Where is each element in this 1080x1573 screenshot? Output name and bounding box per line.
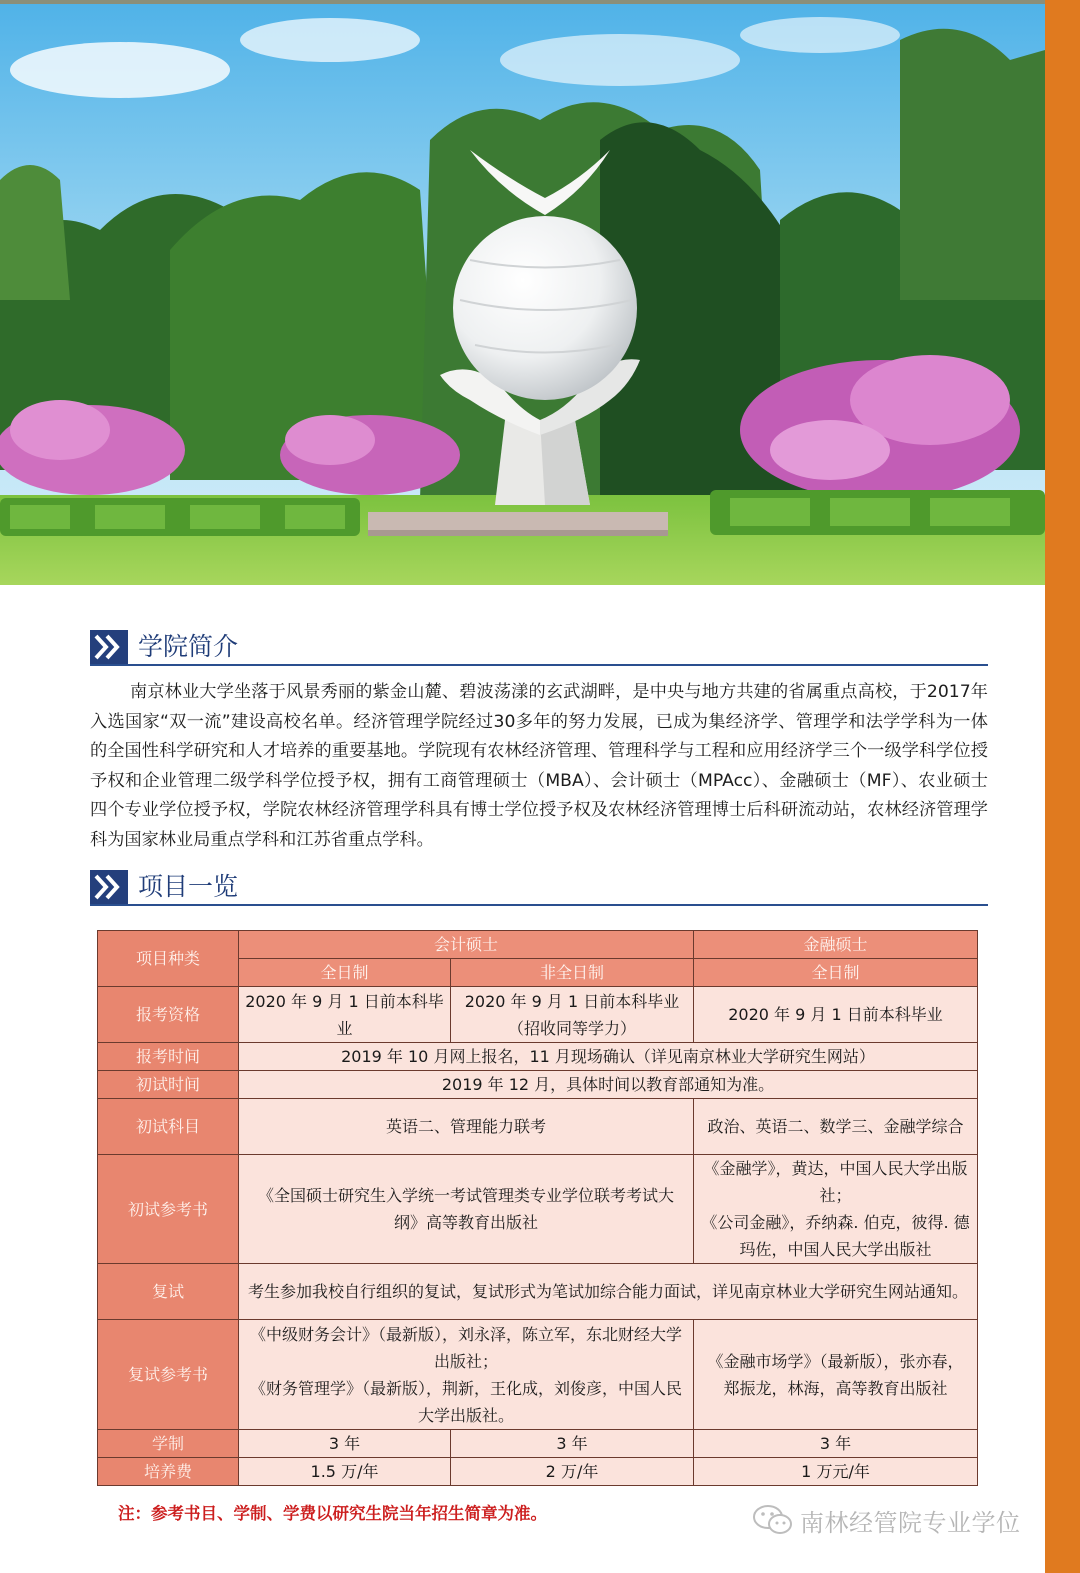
- cell-value: 2020 年 9 月 1 日前本科毕业: [694, 987, 978, 1043]
- table-row: [98, 987, 978, 1043]
- row-label: 学制: [98, 1430, 239, 1458]
- header-finance-fulltime: 全日制: [694, 959, 978, 987]
- section-heading-intro: [90, 630, 988, 666]
- cell-value: 英语二、管理能力联考: [239, 1099, 694, 1155]
- table-row: [98, 1099, 978, 1155]
- section-title: 项目一览: [138, 872, 239, 901]
- table-row: [98, 1264, 978, 1320]
- cell-value: 2019 年 10 月网上报名，11 月现场确认（详见南京林业大学研究生网站）: [239, 1043, 978, 1071]
- cell-value: 3 年: [239, 1430, 451, 1458]
- table-header-row: [98, 931, 978, 959]
- cell-value: 2 万/年: [451, 1458, 694, 1486]
- header-accounting-parttime: 非全日制: [451, 959, 694, 987]
- wechat-watermark: [752, 1502, 1021, 1538]
- cell-line: 《公司金融》，乔纳森. 伯克，彼得. 德玛佐，中国人民大学出版社: [701, 1213, 970, 1259]
- cell-line: （招收同等学力）: [508, 1018, 637, 1038]
- table-row: [98, 1430, 978, 1458]
- cell-value: 考生参加我校自行组织的复试，复试形式为笔试加综合能力面试，详见南京林业大学研究生网站通知。: [239, 1264, 978, 1320]
- section-title: 学院简介: [138, 632, 239, 661]
- cell-value: 政治、英语二、数学三、金融学综合: [694, 1099, 978, 1155]
- cell-line: 《金融学》，黄达，中国人民大学出版社；: [703, 1159, 968, 1205]
- table-row: [98, 1155, 978, 1264]
- table-row: [98, 1043, 978, 1071]
- header-finance: 金融硕士: [694, 931, 978, 959]
- row-label: 复试参考书: [98, 1320, 239, 1430]
- table-row: [98, 1071, 978, 1099]
- row-label: 初试参考书: [98, 1155, 239, 1264]
- header-category: 项目种类: [98, 931, 239, 987]
- double-chevron-icon: [90, 630, 128, 664]
- row-label: 复试: [98, 1264, 239, 1320]
- cell-value: 2019 年 12 月，具体时间以教育部通知为准。: [239, 1071, 978, 1099]
- footnote: 注：参考书目、学制、学费以研究生院当年招生简章为准。: [118, 1504, 547, 1523]
- cell-value: [239, 1320, 694, 1430]
- cell-value: [694, 1155, 978, 1264]
- table-row: [98, 1320, 978, 1430]
- right-orange-bar: [1045, 0, 1080, 1573]
- cell-value: 《金融市场学》（最新版），张亦春，郑振龙，林海，高等教育出版社: [694, 1320, 978, 1430]
- header-accounting: 会计硕士: [239, 931, 694, 959]
- cell-value: 3 年: [451, 1430, 694, 1458]
- double-chevron-icon: [90, 870, 128, 904]
- cell-value: 3 年: [694, 1430, 978, 1458]
- cell-value: [451, 987, 694, 1043]
- watermark-text: 南林经管院专业学位: [800, 1508, 1021, 1537]
- table-row: [98, 1458, 978, 1486]
- campus-sculpture-photo: [0, 0, 1045, 585]
- cell-value: 1.5 万/年: [239, 1458, 451, 1486]
- row-label: 初试时间: [98, 1071, 239, 1099]
- row-label: 培养费: [98, 1458, 239, 1486]
- program-overview-table: [97, 930, 978, 1486]
- row-label: 报考资格: [98, 987, 239, 1043]
- header-accounting-fulltime: 全日制: [239, 959, 451, 987]
- cell-line: 《财务管理学》（最新版），荆新，王化成，刘俊彦，中国人民大学出版社。: [250, 1378, 683, 1425]
- cell-value: 2020 年 9 月 1 日前本科毕业: [239, 987, 451, 1043]
- cell-value: 1 万元/年: [694, 1458, 978, 1486]
- cell-value: 《全国硕士研究生入学统一考试管理类专业学位联考考试大纲》高等教育出版社: [239, 1155, 694, 1264]
- college-introduction-text: 南京林业大学坐落于风景秀丽的紫金山麓、碧波荡漾的玄武湖畔，是中央与地方共建的省属重点高校，于2017年入选国家“双一流”建设高校名单。经济管理学院经过30多年的努力发展，已成为集经济学、管理学和法学学科为一体的全国性科学研究和人才培养的重要基地。学院现有农林经济管理、管理科学与工程和应用经济学三个一级学科学位授予权和企业管理二级学科学位授予权，拥有工商管理硕士（MBA）、会计硕士（MPAcc）、金融硕士（MF）、农业硕士四个专业学位授予权，学院农林经济管理学科具有博士学位授予权及农林经济管理博士后科研流动站，农林经济管理学科为国家林业局重点学科和江苏省重点学科。: [90, 682, 988, 850]
- wechat-icon: [752, 1502, 794, 1538]
- section-heading-projects: [90, 870, 988, 906]
- row-label: 报考时间: [98, 1043, 239, 1071]
- cell-line: 《中级财务会计》（最新版），刘永泽，陈立军，东北财经大学出版社；: [250, 1324, 683, 1371]
- cell-line: 2020 年 9 月 1 日前本科毕业: [464, 991, 680, 1011]
- row-label: 初试科目: [98, 1099, 239, 1155]
